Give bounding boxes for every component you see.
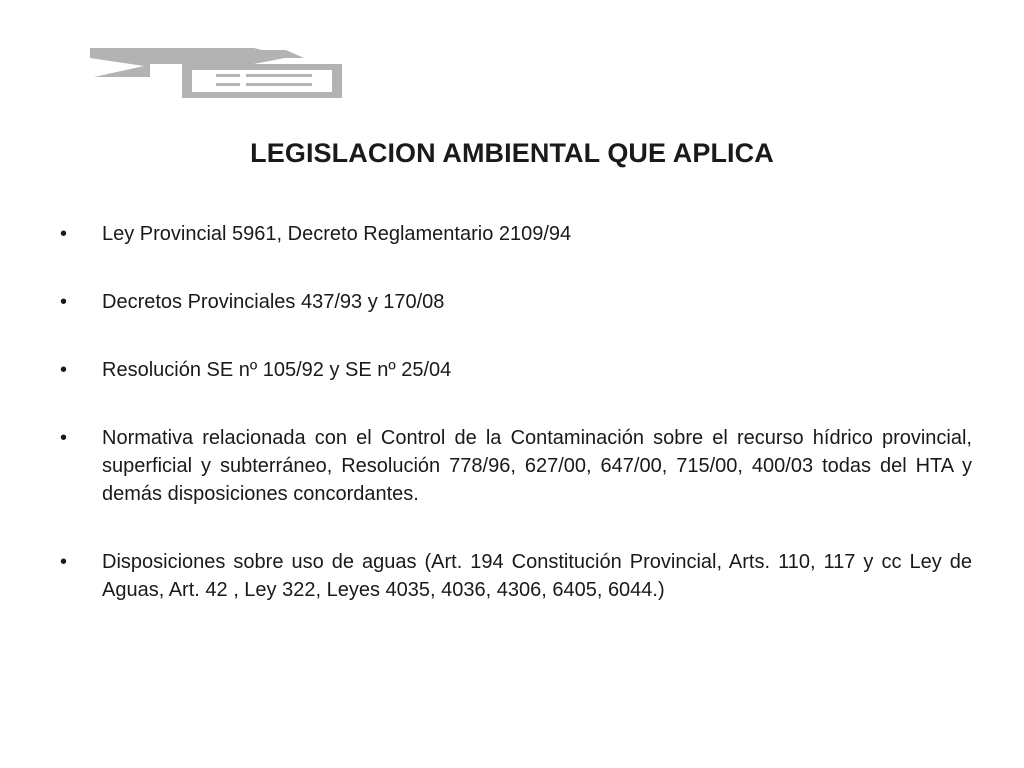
bullet-icon: • bbox=[60, 427, 68, 449]
bullet-list bbox=[60, 220, 972, 644]
bullet-text: Decretos Provinciales 437/93 y 170/08 bbox=[102, 291, 445, 313]
bullet-icon: • bbox=[60, 551, 68, 573]
list-item bbox=[60, 424, 972, 508]
list-item bbox=[60, 220, 972, 248]
list-item bbox=[60, 356, 972, 384]
list-item bbox=[60, 548, 972, 604]
bullet-text: Ley Provincial 5961, Decreto Reglamentario 2109/94 bbox=[102, 223, 572, 245]
bullet-icon: • bbox=[60, 223, 68, 245]
bullet-text: Normativa relacionada con el Control de la Contaminación sobre el recurso hídrico provincial, superficial y subterráneo, Resolución 778/96, 627/00, 647/00, 715/00, 400/03 todas del HTA y demás disposiciones concordantes. bbox=[102, 427, 972, 505]
bullet-text: Resolución SE nº 105/92 y SE nº 25/04 bbox=[102, 359, 452, 381]
slide-title: LEGISLACION AMBIENTAL QUE APLICA bbox=[250, 138, 774, 168]
document-logo-icon bbox=[86, 44, 346, 102]
bullet-icon: • bbox=[60, 291, 68, 313]
list-item bbox=[60, 288, 972, 316]
bullet-icon: • bbox=[60, 359, 68, 381]
bullet-text: Disposiciones sobre uso de aguas (Art. 194 Constitución Provincial, Arts. 110, 117 y cc Ley de Aguas, Art. 42 , Ley 322, Leyes 4035, 4036, 4306, 6405, 6044.) bbox=[102, 551, 972, 601]
